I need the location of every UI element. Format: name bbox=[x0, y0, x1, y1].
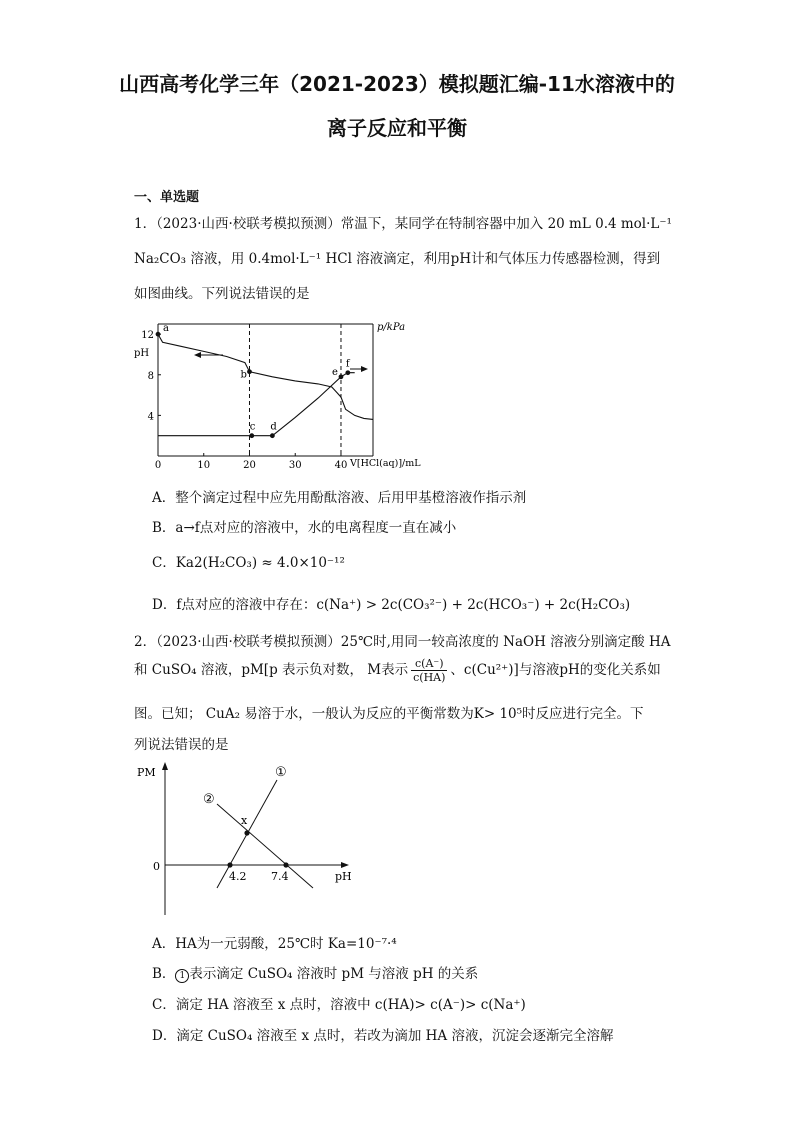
q1-ytick-label-1: 8 bbox=[147, 370, 154, 382]
q1-option-a[interactable]: A．整个滴定过程中应先用酚酞溶液、后用甲基橙溶液作指示剂 bbox=[152, 490, 527, 506]
q2-point-x-label: x bbox=[241, 814, 248, 827]
q1-option-c[interactable]: C．Ka2(H₂CO₃) ≈ 4.0×10⁻¹² bbox=[152, 555, 345, 571]
q2-line4: 列说法错误的是 bbox=[134, 737, 229, 753]
q2-text1: 25℃时,用同一较高浓度的 NaOH 溶液分别滴定酸 HA bbox=[340, 634, 671, 650]
q1-ytick-label-0: 4 bbox=[147, 411, 154, 423]
q1-right-arrowhead bbox=[361, 366, 368, 372]
q1-xtick-label-2: 20 bbox=[243, 460, 256, 471]
q1-option-b[interactable]: B．a→f点对应的溶液中，水的电离程度一直在减小 bbox=[152, 520, 457, 536]
q2-series-1-label: ① bbox=[275, 765, 287, 780]
q2-option-b-circle: 1 bbox=[175, 969, 189, 983]
q2-fraction bbox=[411, 657, 447, 684]
q1-xtick-label-4: 40 bbox=[334, 460, 348, 471]
q2-line2 bbox=[134, 657, 661, 684]
q2-series-2-label: ② bbox=[203, 792, 215, 807]
q2-x-arrowhead bbox=[341, 862, 349, 868]
q1-point-f bbox=[345, 370, 350, 375]
page-title-line2: 离子反应和平衡 bbox=[327, 116, 467, 140]
q1-point-label-c: c bbox=[249, 421, 256, 433]
q2-ylabel: PM bbox=[137, 766, 156, 779]
q2-y-arrowhead bbox=[162, 762, 168, 770]
q1-point-label-b: b bbox=[240, 369, 247, 381]
q1-ytick-label-2: 12 bbox=[141, 330, 154, 342]
q2-point-7-4 bbox=[283, 862, 288, 867]
q1-point-c bbox=[249, 433, 254, 438]
q1-point-label-d: d bbox=[270, 421, 277, 433]
q1-point-d bbox=[270, 433, 275, 438]
q2-point-x bbox=[244, 830, 249, 835]
q1-xtick-label-3: 30 bbox=[288, 460, 302, 471]
q2-text2a: 和 CuSO₄ 溶液，pM[p 表示负对数， M表示 bbox=[134, 662, 409, 678]
q2-xlabel: pH bbox=[335, 870, 352, 883]
section-heading: 一、单选题 bbox=[134, 190, 200, 205]
q1-option-d[interactable]: D．f点对应的溶液中存在：c(Na⁺) > 2c(CO₃²⁻) + 2c(HCO₃⁻) + 2c(H₂CO₃) bbox=[152, 597, 631, 613]
q2-option-a[interactable]: A．HA为一元弱酸，25℃时 Ka=10⁻⁷·⁴ bbox=[152, 936, 397, 952]
q2-option-b[interactable] bbox=[152, 962, 478, 983]
q1-xtick-label-0: 0 bbox=[154, 460, 162, 471]
q1-points bbox=[156, 323, 351, 438]
q1-left-arrowhead bbox=[194, 352, 201, 358]
q2-option-b-prefix: B． bbox=[152, 966, 176, 982]
q2-tick-0: 0 bbox=[153, 860, 160, 873]
q1-xlabel: V[HCl(aq)]/mL bbox=[350, 458, 421, 469]
q2-frac-den: c(HA) bbox=[413, 671, 446, 684]
q1-xtick-label-1: 10 bbox=[197, 460, 211, 471]
q2-option-c[interactable]: C．滴定 HA 溶液至 x 点时，溶液中 c(HA)> c(A⁻)> c(Na⁺) bbox=[152, 997, 526, 1013]
q2-source: （2023·山西·校联考模拟预测） bbox=[156, 634, 341, 650]
q2-text2b: 、c(Cu²⁺)]与溶液pH的变化关系如 bbox=[450, 662, 661, 678]
q1-line3: 如图曲线。下列说法错误的是 bbox=[134, 286, 310, 302]
q1-point-label-e: e bbox=[331, 366, 338, 378]
q2-tick-4-2: 4.2 bbox=[229, 870, 247, 883]
q2-frac-num: c(A⁻) bbox=[411, 657, 447, 671]
q1-text1: 常温下，某同学在特制容器中加入 20 mL 0.4 mol·L⁻¹ bbox=[340, 216, 672, 232]
q1-point-label-a: a bbox=[163, 323, 169, 335]
q1-pressure-curve bbox=[158, 373, 355, 436]
q1-chart bbox=[128, 318, 421, 471]
q2-chart bbox=[137, 760, 365, 920]
q1-point-b bbox=[247, 369, 252, 374]
page-title-line1: 山西高考化学三年（2021-2023）模拟题汇编-11水溶液中的 bbox=[119, 72, 675, 96]
q1-point-e bbox=[339, 374, 344, 379]
q2-point-4-2 bbox=[227, 862, 232, 867]
q2-number: 2． bbox=[134, 634, 157, 650]
q2-option-d[interactable]: D．滴定 CuSO₄ 溶液至 x 点时，若改为滴加 HA 溶液，沉淀会逐渐完全溶解 bbox=[152, 1028, 614, 1044]
q1-ticks bbox=[141, 330, 347, 471]
q2-tick-7-4: 7.4 bbox=[271, 870, 289, 883]
q2-line1 bbox=[134, 630, 670, 650]
q1-ylabel-right: p/kPa bbox=[377, 322, 406, 333]
q1-source: （2023·山西·校联考模拟预测） bbox=[156, 216, 341, 232]
q1-line2: Na₂CO₃ 溶液，用 0.4mol·L⁻¹ HCl 溶液滴定，利用pH计和气体压力传感器检测，得到 bbox=[134, 251, 661, 267]
q1-line1 bbox=[134, 212, 672, 232]
q2-line3: 图。已知； CuA₂ 易溶于水，一般认为反应的平衡常数为K> 10⁵时反应进行完全。下 bbox=[134, 706, 644, 722]
q1-point-label-f: f bbox=[345, 358, 350, 370]
q1-number: 1． bbox=[134, 216, 157, 232]
q1-ylabel: pH bbox=[134, 348, 150, 359]
q1-point-a bbox=[156, 332, 161, 337]
q2-option-b-text: 表示滴定 CuSO₄ 溶液时 pM 与溶液 pH 的关系 bbox=[189, 966, 479, 982]
